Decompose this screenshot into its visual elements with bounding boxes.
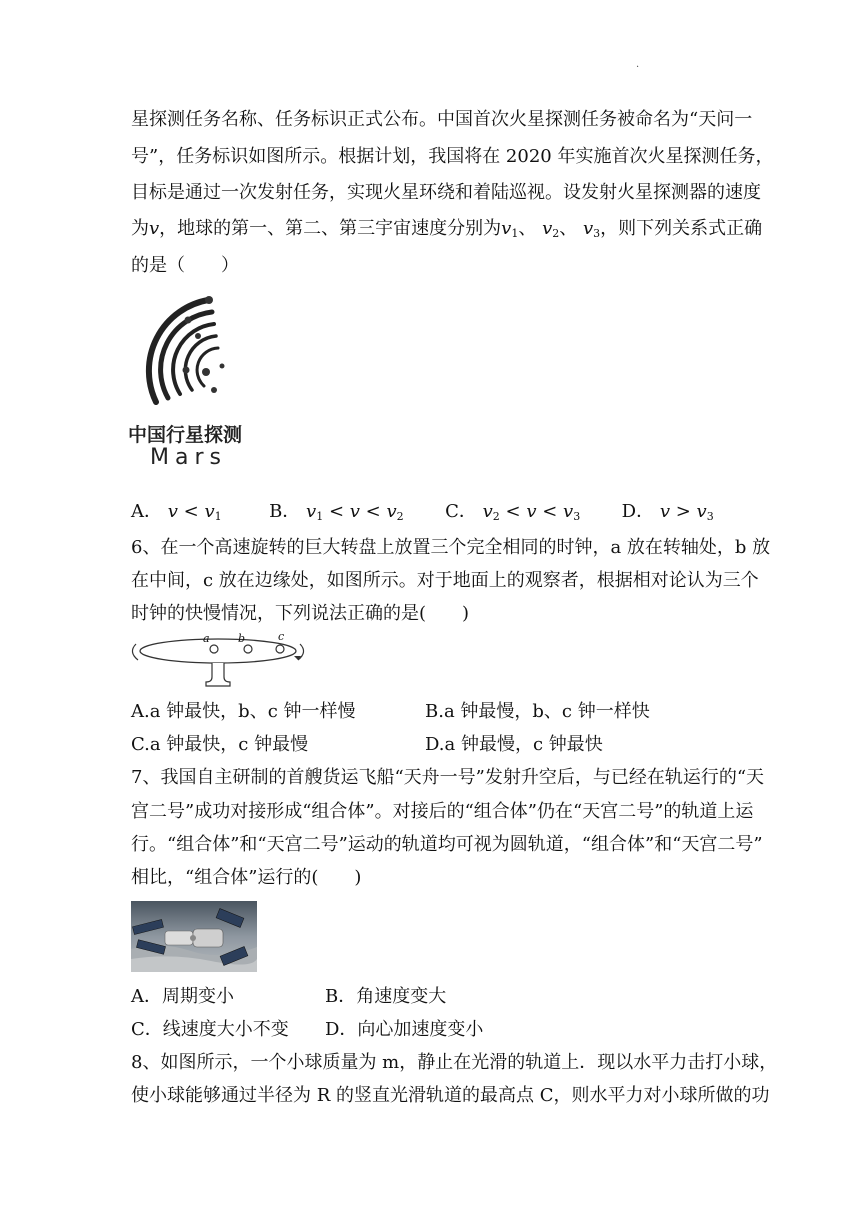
q5-line-4-post: ，则下列关系式正确 — [600, 218, 763, 239]
mars-logo-figure — [126, 292, 266, 472]
q8-line-2: 使小球能够通过半径为 R 的竖直光滑轨道的最高点 C，则水平力对小球所做的功 — [131, 1085, 770, 1106]
spacecraft-photo — [131, 901, 257, 972]
spacecraft-docking-image — [131, 901, 257, 972]
q7-line-2: 宫二号”成功对接形成“组合体”。对接后的“组合体”仍在“天宫二号”的轨道上运 — [131, 801, 754, 822]
q5-line-2: 号”，任务标识如图所示。根据计划，我国将在 2020 年实施首次火星探测任务， — [131, 146, 774, 167]
q5-line-4-pre: 为 — [131, 218, 149, 239]
q5-option-c: C． $v_2 < v < v_3$ — [445, 501, 581, 523]
q6-line-2: 在中间，c 放在边缘处，如图所示。对于地面上的观察者，根据相对论认为三个 — [131, 570, 759, 591]
q5-line-4: 为v，地球的第一、第二、第三宇宙速度分别为$v_1$、 $v_2$、 $v_3$，则下列关系式正确 — [131, 218, 763, 240]
logo-chinese-text: 中国行星探测 — [128, 424, 243, 446]
q7-line-1: 7、我国自主研制的首艘货运飞船“天舟一号”发射升空后，与已经在轨运行的“天 — [131, 767, 765, 788]
q6-option-a: A.a 钟最快，b、c 钟一样慢 — [131, 701, 356, 722]
q5-line-1: 星探测任务名称、任务标识正式公布。中国首次火星探测任务被命名为“天问一 — [131, 109, 753, 130]
q5-line-3: 目标是通过一次发射任务，实现火星环绕和着陆巡视。设发射火星探测器的速度 — [131, 182, 761, 203]
q5-option-b: B． $v_1 < v < v_2$ — [269, 501, 404, 523]
q5-line-5: 的是（ ） — [131, 255, 239, 276]
q5-options — [131, 500, 714, 529]
logo-english-text: Mars — [150, 445, 227, 470]
q7-option-b: B．角速度变大 — [325, 986, 447, 1007]
q7-option-c: C．线速度大小不变 — [131, 1019, 289, 1040]
q5-option-d: D． $v > v_3$ — [621, 501, 714, 523]
turntable-figure — [128, 630, 308, 692]
q5-line-4-mid: ，地球的第一、第二、第三宇宙速度分别为 — [159, 218, 502, 239]
q5-option-a: A． $v < v_1$ — [131, 501, 222, 523]
q6-option-d: D.a 钟最慢，c 钟最快 — [425, 734, 603, 755]
q6-line-1: 6、在一个高速旋转的巨大转盘上放置三个完全相同的时钟，a 放在转轴处，b 放 — [131, 537, 771, 558]
header-mark: · — [636, 62, 640, 73]
q8-line-1: 8、如图所示，一个小球质量为 m，静止在光滑的轨道上．现以水平力击打小球， — [131, 1052, 778, 1073]
q7-option-a: A．周期变小 — [131, 986, 234, 1007]
clock-label-c: c — [278, 630, 285, 643]
clock-label-b: b — [238, 632, 246, 645]
q6-line-3: 时钟的快慢情况，下列说法正确的是( ) — [131, 603, 470, 624]
q7-line-4: 相比，“组合体”运行的( ) — [131, 867, 362, 888]
clock-label-a: a — [203, 632, 210, 645]
q7-line-3: 行。“组合体”和“天宫二号”运动的轨道均可视为圆轨道，“组合体”和“天宫二号” — [131, 834, 763, 855]
q6-option-c: C.a 钟最快，c 钟最慢 — [131, 734, 309, 755]
q7-option-d: D．向心加速度变小 — [325, 1019, 484, 1040]
q6-option-b: B.a 钟最慢，b、c 钟一样快 — [425, 701, 650, 722]
